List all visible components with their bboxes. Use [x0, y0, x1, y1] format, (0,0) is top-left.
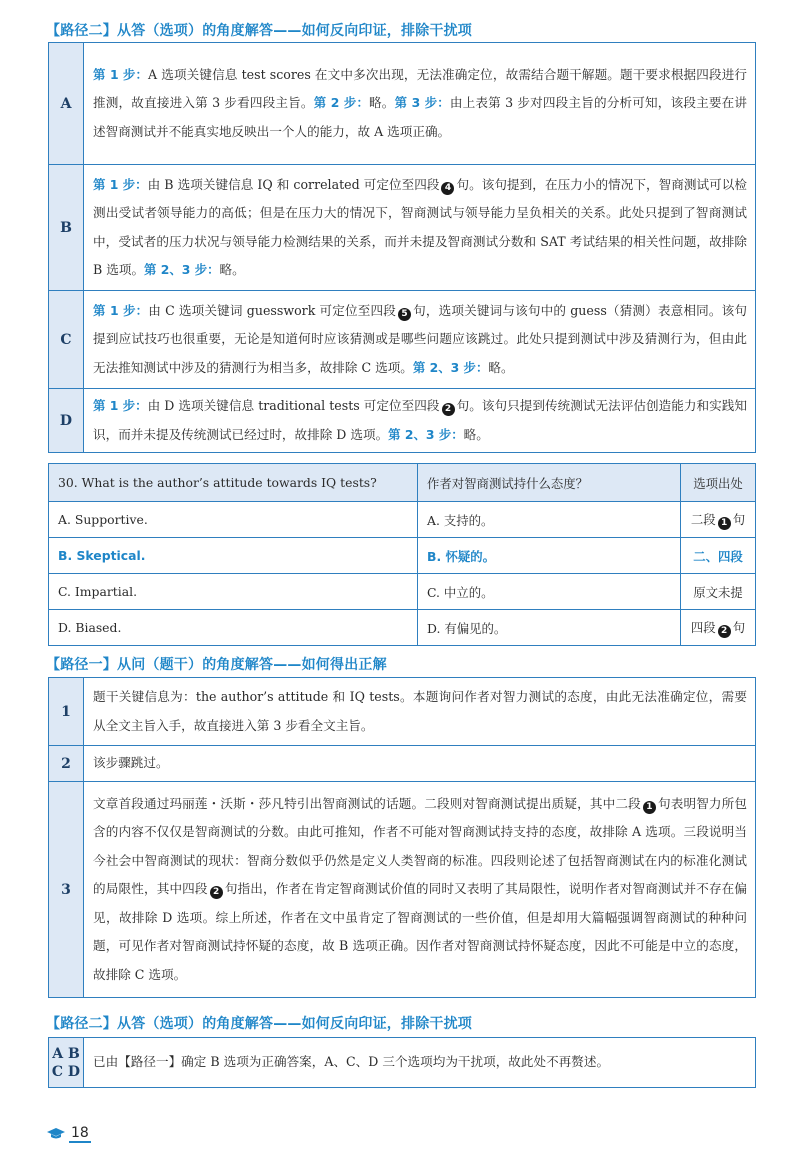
table-row	[49, 610, 756, 646]
option-en: B. Skeptical.	[49, 538, 418, 574]
table-header-row	[49, 464, 756, 502]
step-text: 文章首段通过玛丽莲・沃斯・莎凡特引出智商测试的话题。二段则对智商测试提出质疑，其中二段 1 句表明智力所包含的内容不仅仅是智商测试的分数。由此可推知，作者不可能对智商测试持支持的态度，故排除 A 选项。三段说明当今社会中智商测试的现状：智商分数似乎仍然是定义人类智商的标准。四段则论述了包括智商测试在内的标准化测试的局限性，其中四段 2 句指出，作者在肯定智商测试价值的同时又表明了其局限性，说明作者对智商测试并不存在偏见，故排除 D 选项。综上所述，作者在文中虽肯定了智商测试的一些价值，但是却用大篇幅强调智商测试的种种问题，可见作者对智商测试持怀疑的态度，故 B 选项正确。因作者对智商测试持怀疑态度，因此不可能是中立的态度，故排除 C 选项。	[84, 782, 756, 998]
step-text: 该步骤跳过。	[84, 746, 756, 782]
table-row	[49, 746, 756, 782]
option-label: D	[49, 389, 84, 453]
step-label: 2	[49, 746, 84, 782]
table-row	[49, 291, 756, 389]
step-label: 1	[49, 678, 84, 746]
section-title-path2: 【路径二】从答（选项）的角度解答——如何反向印证，排除干扰项	[46, 23, 472, 39]
circled-number-icon: 2	[442, 403, 455, 416]
step-text: 题干关键信息为：the author’s attitude 和 IQ tests。本题询问作者对智力测试的态度，由此无法准确定位，需要从全文主旨入手，故直接进入第 3 步看全文主旨。	[84, 678, 756, 746]
question-30-table	[48, 463, 756, 646]
final-table	[48, 1037, 756, 1088]
circled-number-icon: 4	[441, 182, 454, 195]
step-label: 3	[49, 782, 84, 998]
page-number	[47, 1125, 91, 1143]
circled-number-icon: 1	[718, 517, 731, 530]
option-analysis-text: 第 1 步：A 选项关键信息 test scores 在文中多次出现，无法准确定位，故需结合题干解题。题干要求根据四段进行推测，故直接进入第 3 步看四段主旨。第 2 步：略。第 3 步：由上表第 3 步对四段主旨的分析可知，该段主要在讲述智商测试并不能真实地反映出一个人的能力，故 A 选项正确。	[84, 43, 756, 165]
table-row	[49, 165, 756, 291]
source-header: 选项出处	[681, 464, 756, 502]
option-cn: C. 中立的。	[418, 574, 681, 610]
option-source: 二、四段	[681, 538, 756, 574]
section-title-path2-final: 【路径二】从答（选项）的角度解答——如何反向印证，排除干扰项	[46, 1016, 472, 1032]
final-text: 已由【路径一】确定 B 选项为正确答案，A、C、D 三个选项均为干扰项，故此处不再赘述。	[84, 1038, 756, 1088]
option-label: A	[49, 43, 84, 165]
circled-number-icon: 2	[210, 886, 223, 899]
table-row-correct	[49, 538, 756, 574]
table-row	[49, 43, 756, 165]
option-analysis-text: 第 1 步：由 C 选项关键词 guesswork 可定位至四段 5 句，选项关键词与该句中的 guess（猜测）表意相同。该句提到应试技巧也很重要，无论是知道何时应该猜测或是哪些问题应该跳过。此处只提到测试中涉及猜测行为，但由此无法推知测试中涉及的猜测行为相当多，故排除 C 选项。第 2、3 步：略。	[84, 291, 756, 389]
circled-number-icon: 5	[398, 308, 411, 321]
option-cn: D. 有偏见的。	[418, 610, 681, 646]
table-row	[49, 782, 756, 998]
graduation-cap-icon	[47, 1128, 65, 1140]
option-en: D. Biased.	[49, 610, 418, 646]
option-analysis-text: 第 1 步：由 B 选项关键信息 IQ 和 correlated 可定位至四段 4 句。该句提到，在压力小的情况下，智商测试可以检测出受试者领导能力的高低；但是在压力大的情况下，智商测试与领导能力呈负相关的关系。此处只提到了智商测试中，受试者的压力状况与领导能力检测结果的关系，而并未提及智商测试分数和 SAT 考试结果的相关性问题，故排除 B 选项。第 2、3 步：略。	[84, 165, 756, 291]
table-row	[49, 389, 756, 453]
option-label: B	[49, 165, 84, 291]
option-analysis-text: 第 1 步：由 D 选项关键信息 traditional tests 可定位至四段 2 句。该句只提到传统测试无法评估创造能力和实践知识，而并未提及传统测试已经过时，故排除 D 选项。第 2、3 步：略。	[84, 389, 756, 453]
question-en: 30. What is the author’s attitude towards IQ tests?	[49, 464, 418, 502]
option-en: A. Supportive.	[49, 502, 418, 538]
path1-steps-table	[48, 677, 756, 998]
table-row	[49, 1038, 756, 1088]
option-source: 二段 1 句	[681, 502, 756, 538]
table-row	[49, 502, 756, 538]
option-cn: B. 怀疑的。	[418, 538, 681, 574]
page-number-value: 18	[71, 1125, 89, 1141]
circled-number-icon: 2	[718, 625, 731, 638]
options-analysis-table	[48, 42, 756, 453]
section-title-path1: 【路径一】从问（题干）的角度解答——如何得出正解	[46, 657, 387, 673]
option-cn: A. 支持的。	[418, 502, 681, 538]
option-en: C. Impartial.	[49, 574, 418, 610]
question-cn: 作者对智商测试持什么态度？	[418, 464, 681, 502]
table-row	[49, 574, 756, 610]
option-source: 四段 2 句	[681, 610, 756, 646]
options-label: A B C D	[49, 1038, 84, 1088]
option-source: 原文未提	[681, 574, 756, 610]
option-label: C	[49, 291, 84, 389]
table-row	[49, 678, 756, 746]
circled-number-icon: 1	[643, 801, 656, 814]
